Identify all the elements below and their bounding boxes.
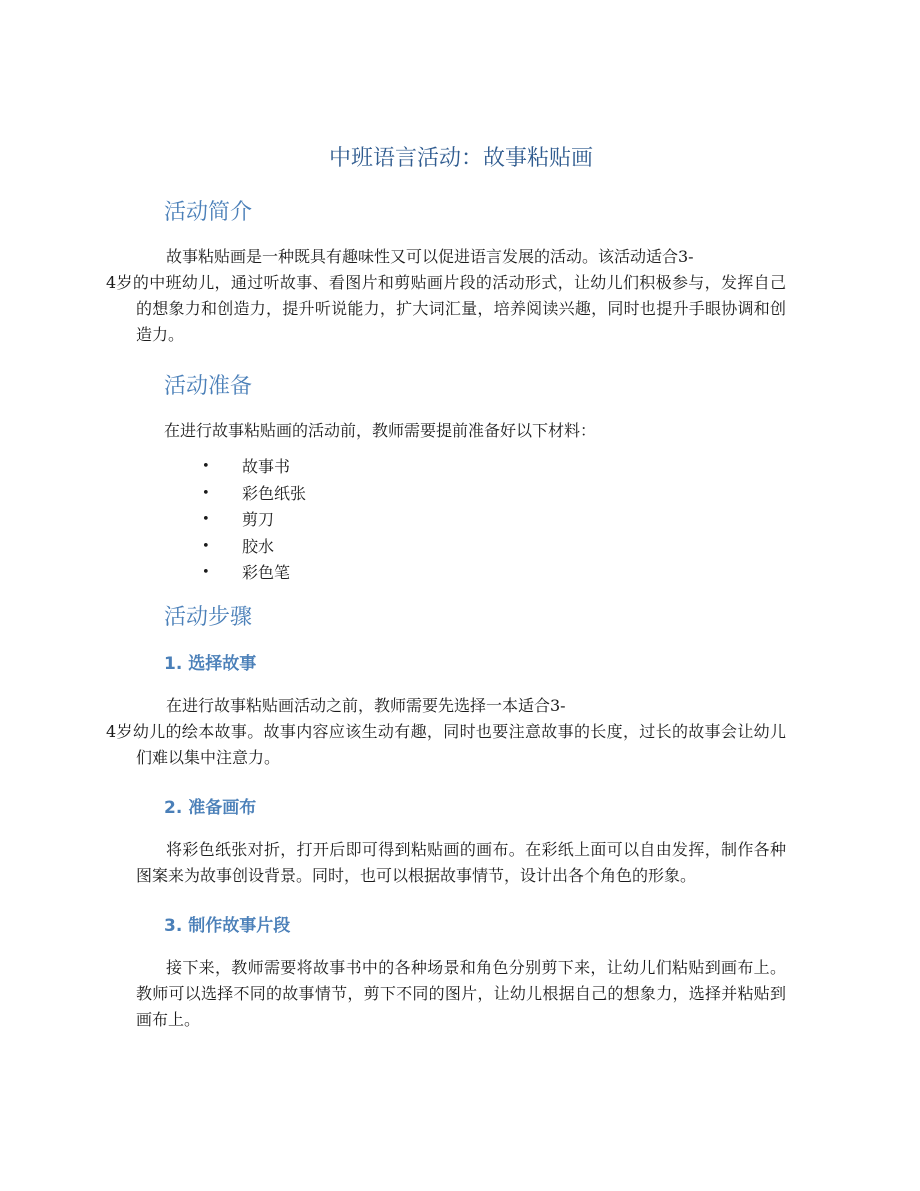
section-heading-steps: 活动步骤 xyxy=(164,604,253,630)
step-heading-3: 3. 制作故事片段 xyxy=(164,915,291,936)
step2-paragraph: 将彩色纸张对折，打开后即可得到粘贴画的画布。在彩纸上面可以自由发挥，制作各种图案来为故事创设背景。同时，也可以根据故事情节，设计出各个角色的形象。 xyxy=(136,839,786,885)
list-item-label: 剪刀 xyxy=(242,510,275,529)
step-heading-1: 1. 选择故事 xyxy=(164,653,257,674)
bullet-icon: • xyxy=(202,459,210,474)
bullet-icon: • xyxy=(202,485,210,501)
step1-line-rest: 4岁幼儿的绘本故事。故事内容应该生动有趣，同时也要注意故事的长度，过长的故事会让幼儿们难以集中注意力。 xyxy=(106,721,786,767)
list-item xyxy=(136,507,786,534)
intro-line-1: 故事粘贴画是一种既具有趣味性又可以促进语言发展的活动。该活动适合3- xyxy=(166,247,694,266)
document-page xyxy=(106,140,786,1033)
bullet-icon: • xyxy=(202,512,210,527)
step-heading-2: 2. 准备画布 xyxy=(164,797,257,818)
section-heading-prep: 活动准备 xyxy=(164,374,253,399)
bullet-icon: • xyxy=(202,565,210,580)
list-item xyxy=(136,454,786,481)
list-item xyxy=(136,534,786,561)
step1-line-1: 在进行故事粘贴画活动之前，教师需要先选择一本适合3- xyxy=(166,695,566,715)
section-heading-intro: 活动简介 xyxy=(164,200,253,225)
step3-paragraph: 接下来，教师需要将故事书中的各种场景和角色分别剪下来，让幼儿们粘贴到画布上。教师可以选择不同的故事情节，剪下不同的图片，让幼儿根据自己的想象力，选择并粘贴到画布上。 xyxy=(136,957,786,1029)
prep-paragraph: 在进行故事粘贴画的活动前，教师需要提前准备好以下材料： xyxy=(164,421,597,440)
list-item xyxy=(136,560,786,587)
document-title: 中班语言活动：故事粘贴画 xyxy=(328,146,593,171)
list-item-label: 胶水 xyxy=(242,536,275,556)
list-item xyxy=(136,481,786,508)
intro-line-rest: 4岁的中班幼儿，通过听故事、看图片和剪贴画片段的活动形式，让幼儿们积极参与，发挥自己的想象力和创造力，提升听说能力，扩大词汇量，培养阅读兴趣，同时也提升手眼协调和创造力。 xyxy=(106,273,786,344)
list-item-label: 彩色笔 xyxy=(242,563,291,582)
intro-paragraph xyxy=(106,244,786,348)
step1-paragraph xyxy=(106,693,786,771)
list-item-label: 彩色纸张 xyxy=(242,483,307,503)
materials-list xyxy=(136,454,786,587)
list-item-label: 故事书 xyxy=(242,457,291,476)
bullet-icon: • xyxy=(202,538,210,554)
